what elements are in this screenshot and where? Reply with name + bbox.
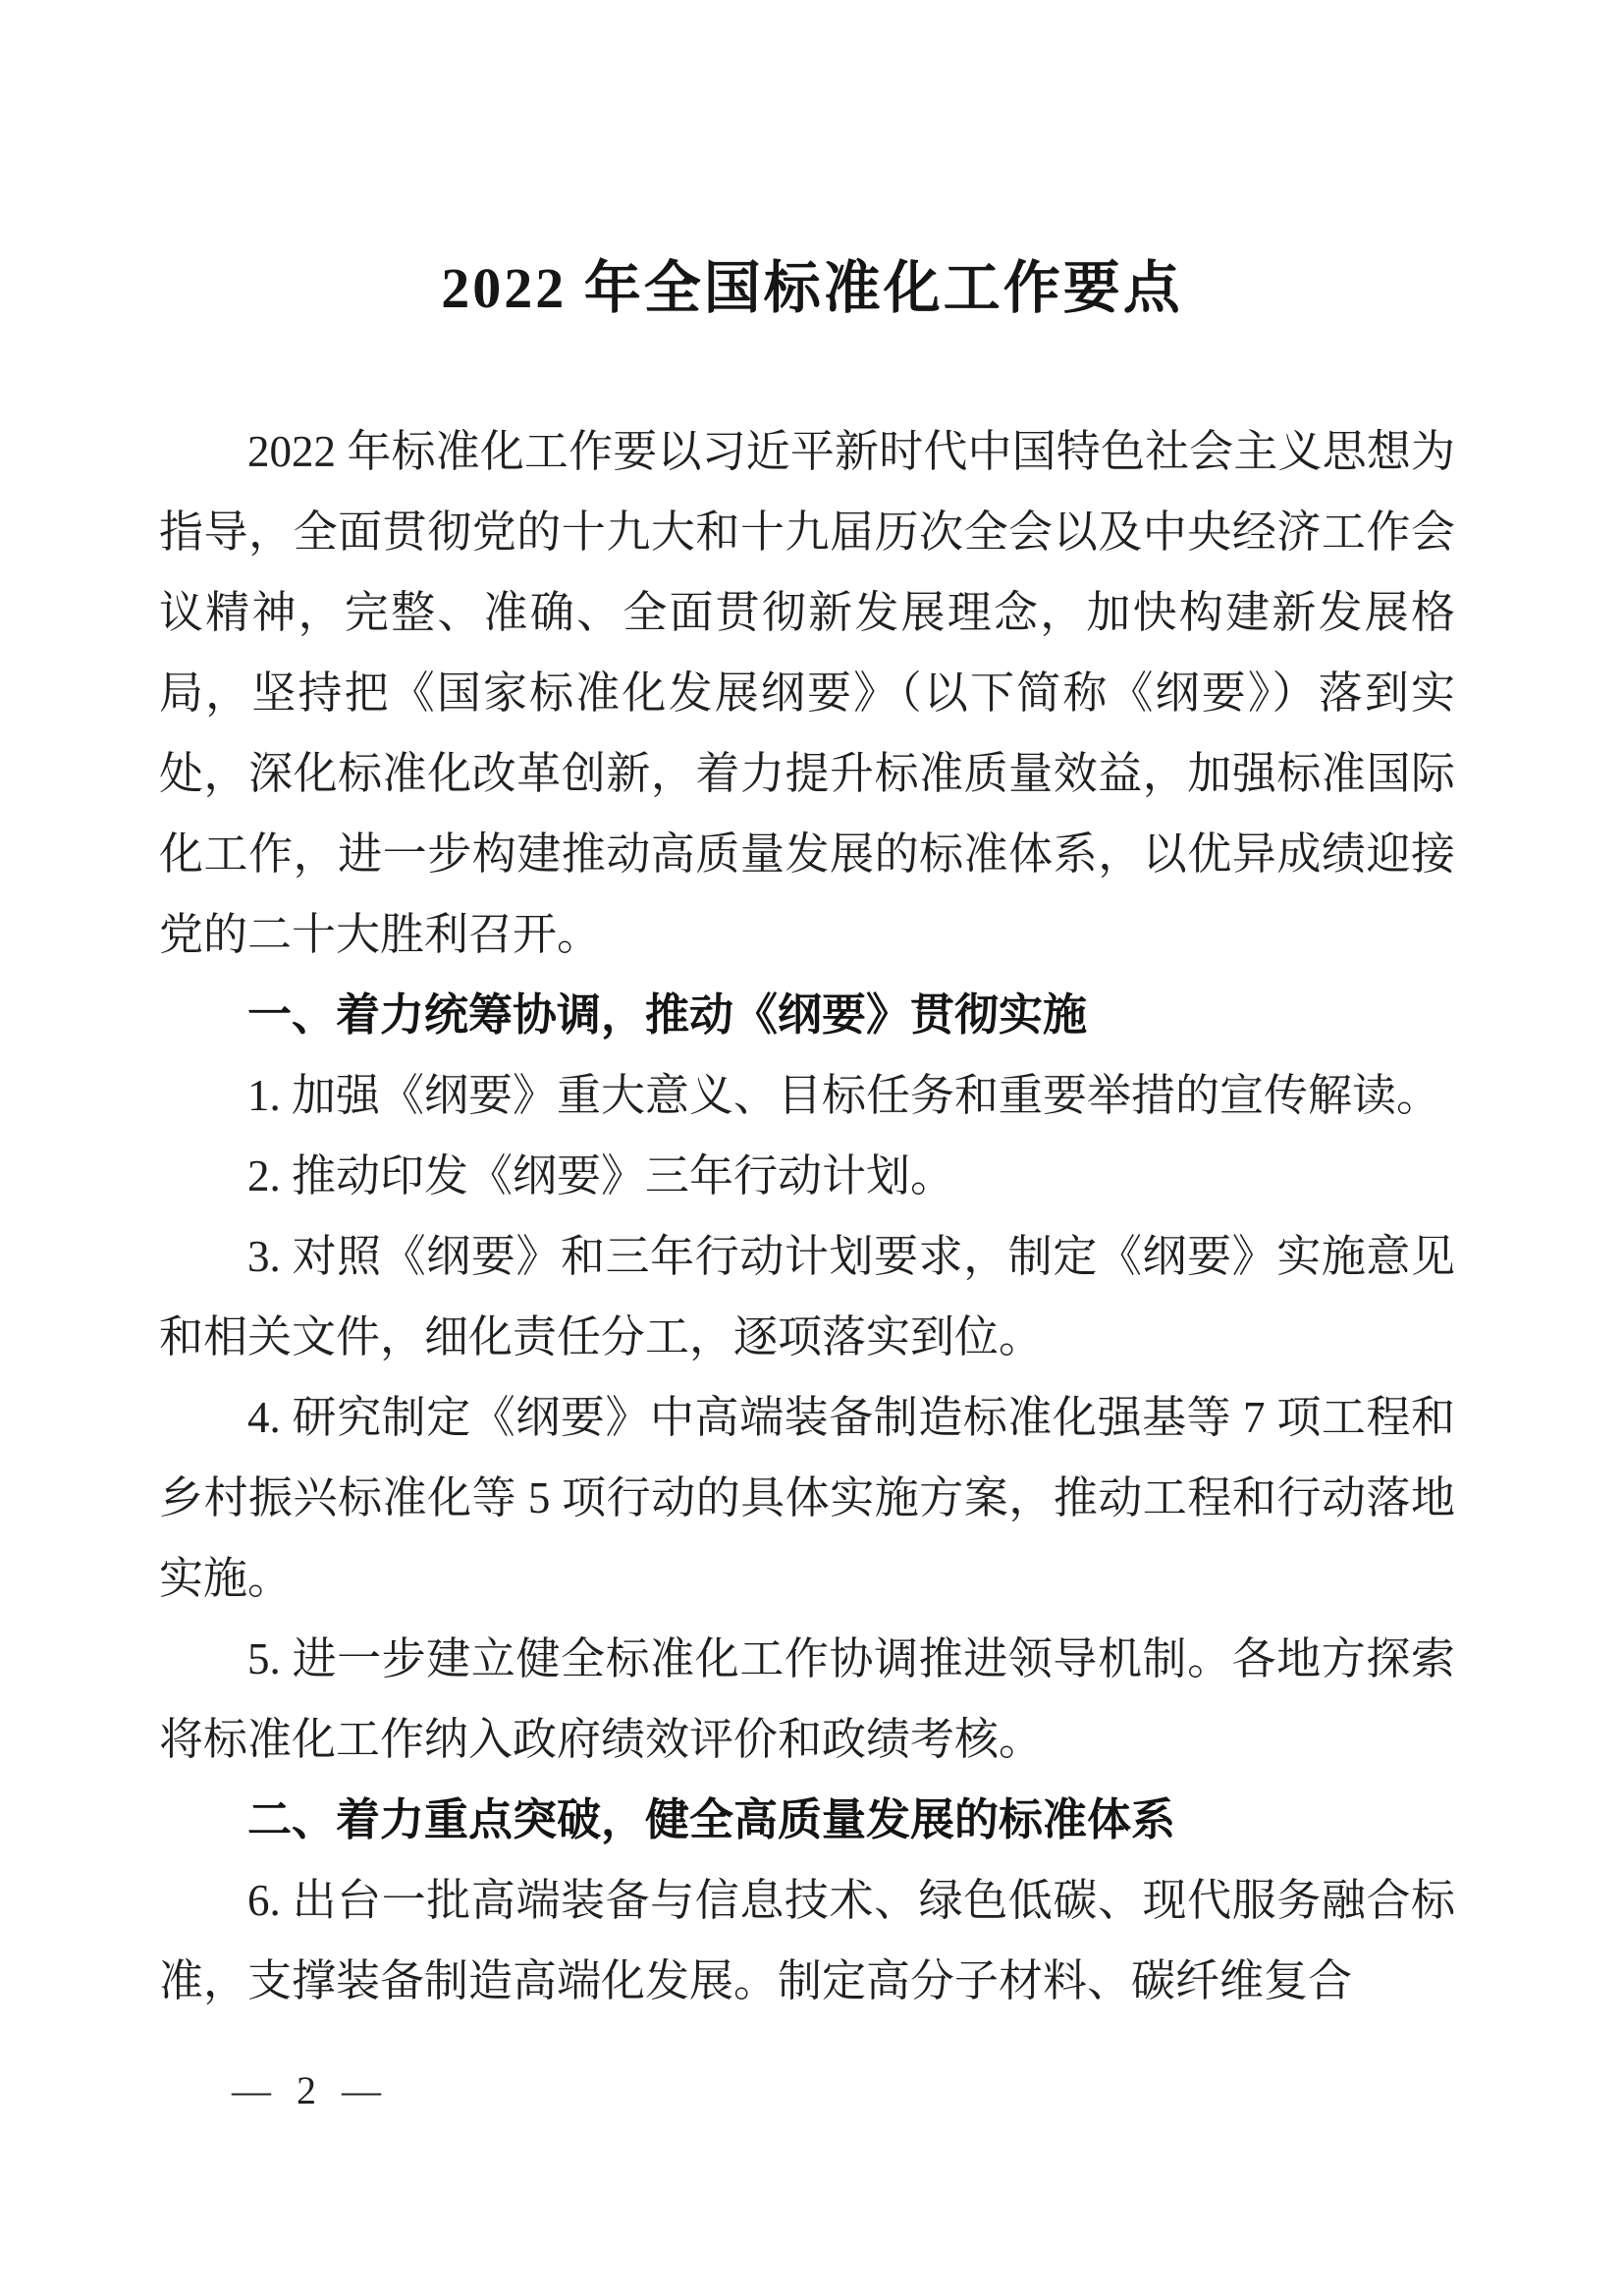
document-body: [159, 411, 1455, 2021]
list-item-6: 6. 出台一批高端装备与信息技术、绿色低碳、现代服务融合标准，支撑装备制造高端化发展。制定高分子材料、碳纤维复合: [159, 1875, 1455, 2005]
list-item-1: 1. 加强《纲要》重大意义、目标任务和重要举措的宣传解读。: [247, 1070, 1441, 1120]
section-heading-1: 一、着力统筹协调，推动《纲要》贯彻实施: [247, 988, 1088, 1040]
list-item-2: 2. 推动印发《纲要》三年行动计划。: [247, 1150, 955, 1201]
list-item-5: 5. 进一步建立健全标准化工作协调推进领导机制。各地方探索将标准化工作纳入政府绩效评价和政绩考核。: [159, 1633, 1455, 1764]
intro-paragraph: 2022 年标准化工作要以习近平新时代中国特色社会主义思想为指导，全面贯彻党的十九大和十九届历次全会以及中央经济工作会议精神，完整、准确、全面贯彻新发展理念，加快构建新发展格局，坚持把《国家标准化发展纲要》（以下简称《纲要》）落到实处，深化标准化改革创新，着力提升标准质量效益，加强标准国际化工作，进一步构建推动高质量发展的标准体系，以优异成绩迎接党的二十大胜利召开。: [159, 426, 1455, 959]
list-item-3: 3. 对照《纲要》和三年行动计划要求，制定《纲要》实施意见和相关文件，细化责任分工，逐项落实到位。: [159, 1231, 1455, 1362]
section-heading-2: 二、着力重点突破，健全高质量发展的标准体系: [247, 1793, 1176, 1844]
list-item-4: 4. 研究制定《纲要》中高端装备制造标准化强基等 7 项工程和乡村振兴标准化等 5 项行动的具体实施方案，推动工程和行动落地实施。: [159, 1392, 1455, 1603]
page-number: — 2 —: [232, 2068, 389, 2112]
document-title: 2022 年全国标准化工作要点: [441, 256, 1183, 320]
